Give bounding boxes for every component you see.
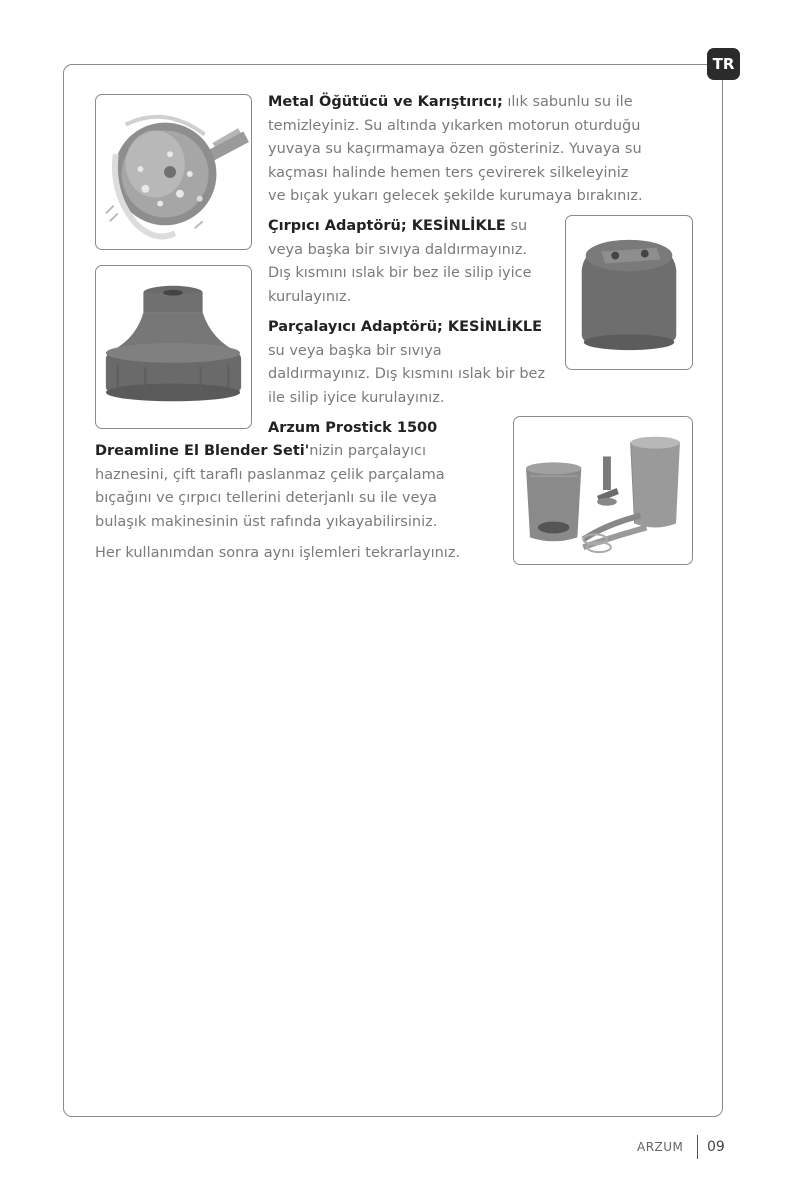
set-section-paragraph: [95, 440, 510, 534]
chopper-section-paragraph: [268, 316, 563, 410]
whisk-line-2: veya başka bir sıvıya daldırmayınız.: [268, 241, 528, 258]
whisk-heading: Çırpıcı Adaptörü; KESİNLİKLE: [268, 218, 506, 234]
metal-line-3: yuvaya su kaçırmamaya özen gösteriniz. Yuvaya su: [268, 141, 642, 157]
whisk-line-4: kurulayınız.: [268, 288, 352, 305]
metal-grinder-image: [95, 94, 252, 250]
metal-heading: Metal Öğütücü ve Karıştırıcı;: [268, 94, 503, 110]
metal-line-1: ılık sabunlu su ile: [502, 94, 633, 110]
chopper-line-2: daldırmayınız. Dış kısmını ıslak bir bez: [268, 366, 546, 382]
set-line-3: bıçağını ve çırpıcı tellerini deterjanlı su ile veya: [95, 490, 437, 506]
language-tab: TR: [707, 48, 740, 80]
chopper-heading: Parçalayıcı Adaptörü; KESİNLİKLE: [268, 319, 543, 335]
whisk-line-3: Dış kısmını ıslak bir bez ile silip iyice: [268, 265, 532, 281]
chopper-adaptor-image: [95, 265, 252, 429]
chopper-line-1: su veya başka bir sıvıya: [268, 342, 442, 359]
chopper-line-3: ile silip iyice kurulayınız.: [268, 389, 445, 406]
blender-set-image: [513, 416, 693, 565]
metal-line-4: kaçması halinde hemen ters çevirerek silkeleyiniz: [268, 164, 629, 181]
metal-line-2: temizleyiniz. Su altında yıkarken motorun oturduğu: [268, 117, 641, 134]
set-line-1: nizin parçalayıcı: [309, 443, 426, 459]
whisk-line-1: su: [505, 218, 528, 234]
page-number: 09: [707, 1139, 725, 1155]
final-instruction: Her kullanımdan sonra aynı işlemleri tekrarlayınız.: [95, 545, 461, 561]
metal-line-5: ve bıçak yukarı gelecek şekilde kurumaya bırakınız.: [268, 188, 643, 204]
footer-brand: ARZUM: [637, 1140, 684, 1154]
metal-section-paragraph: [268, 91, 698, 209]
set-heading-line-1-paragraph: [268, 417, 508, 441]
whisk-adaptor-image: [565, 215, 693, 370]
set-heading-line-2: Dreamline El Blender Seti': [95, 443, 310, 459]
set-heading-line-1: Arzum Prostick 1500: [268, 420, 438, 436]
whisk-section-paragraph: [268, 215, 563, 309]
footer-divider: [697, 1135, 698, 1159]
set-line-4: bulaşık makinesinin üst rafında yıkayabilirsiniz.: [95, 513, 438, 530]
set-line-2: haznesini, çift taraflı paslanmaz çelik parçalama: [95, 466, 445, 483]
